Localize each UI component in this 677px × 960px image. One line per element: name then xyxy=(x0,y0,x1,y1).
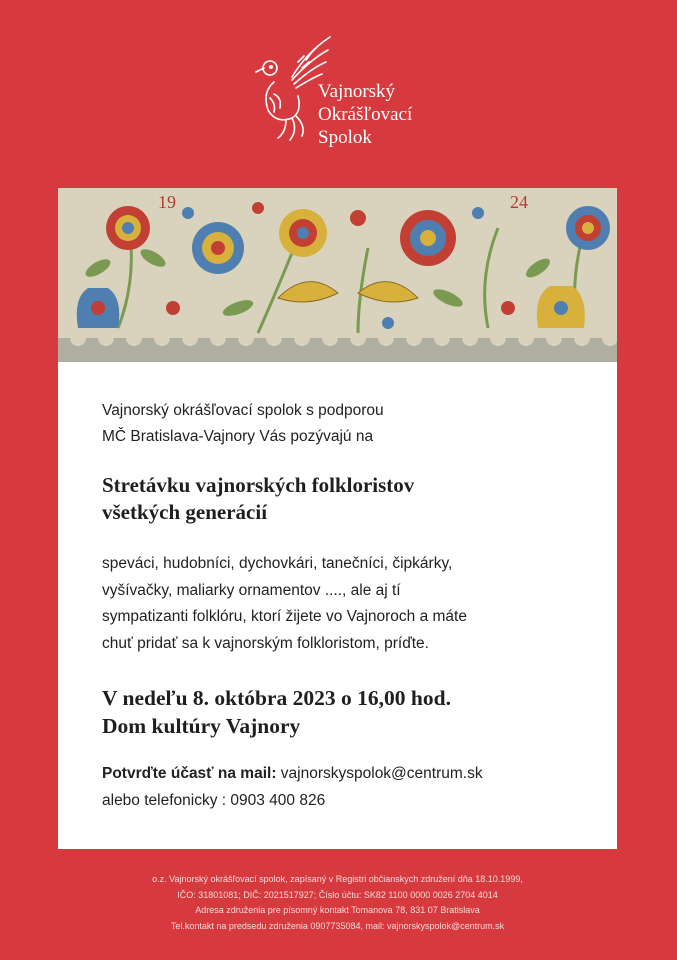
footer-legal xyxy=(58,872,617,934)
year-left: 19 xyxy=(158,192,176,212)
footer-line-1: o.z. Vajnorský okrášľovací spolok, zapísaný v Registri občianskych združení dňa 18.10.1999, xyxy=(152,874,523,884)
phone-line: alebo telefonicky : 0903 400 826 xyxy=(102,792,326,809)
rsvp-email[interactable]: vajnorskyspolok@centrum.sk xyxy=(276,765,483,782)
folk-ornament-banner xyxy=(58,188,617,362)
headline-line-2: všetkých generácií xyxy=(102,500,268,524)
logo-line-2: Okrášľovací xyxy=(318,104,413,125)
logo-line-1: Vajnorský xyxy=(318,81,396,102)
event-date-time: V nedeľu 8. októbra 2023 o 16,00 hod. xyxy=(102,686,451,710)
event-details xyxy=(102,684,592,740)
logo-text xyxy=(318,80,412,149)
logo-line-3: Spolok xyxy=(318,127,372,148)
body-line-2: vyšívačky, maliarky ornamentov ...., ale aj tí xyxy=(102,581,401,599)
contact-info xyxy=(102,760,592,814)
rsvp-label: Potvrďte účasť na mail: xyxy=(102,765,277,782)
folk-ornament-painting xyxy=(58,188,617,362)
organization-logo xyxy=(252,32,442,157)
body-line-1: speváci, hudobníci, dychovkári, tanečníci, čipkárky, xyxy=(102,555,453,572)
invitation-card xyxy=(58,362,617,849)
intro-line-1: Vajnorský okrášľovací spolok s podporou xyxy=(102,402,384,419)
body-line-3: sympatizanti folklóru, ktorí žijete vo Vajnoroch a máte xyxy=(102,608,467,625)
intro-text xyxy=(102,398,582,450)
event-venue: Dom kultúry Vajnory xyxy=(102,714,301,738)
body-line-4: chuť pridať sa k vajnorským folkloristom, príďte. xyxy=(102,634,429,652)
year-right: 24 xyxy=(510,192,528,212)
footer-line-2: IČO: 31801081; DIČ: 2021517927; Číslo účtu: SK82 1100 0000 0026 2704 4014 xyxy=(177,889,498,900)
invitation-body xyxy=(102,551,582,657)
rsvp-line xyxy=(102,760,592,787)
footer-line-3: Adresa združenia pre písomný kontakt Tomanova 78, 831 07 Bratislava xyxy=(195,905,480,915)
intro-line-2: MČ Bratislava-Vajnory Vás pozývajú na xyxy=(102,428,374,445)
footer-line-4: Tel.kontakt na predsedu združenia 0907735084, mail: vajnorskyspolok@centrum.sk xyxy=(170,920,505,931)
headline-line-1: Stretávku vajnorských folkloristov xyxy=(102,473,415,497)
event-headline xyxy=(102,472,582,526)
